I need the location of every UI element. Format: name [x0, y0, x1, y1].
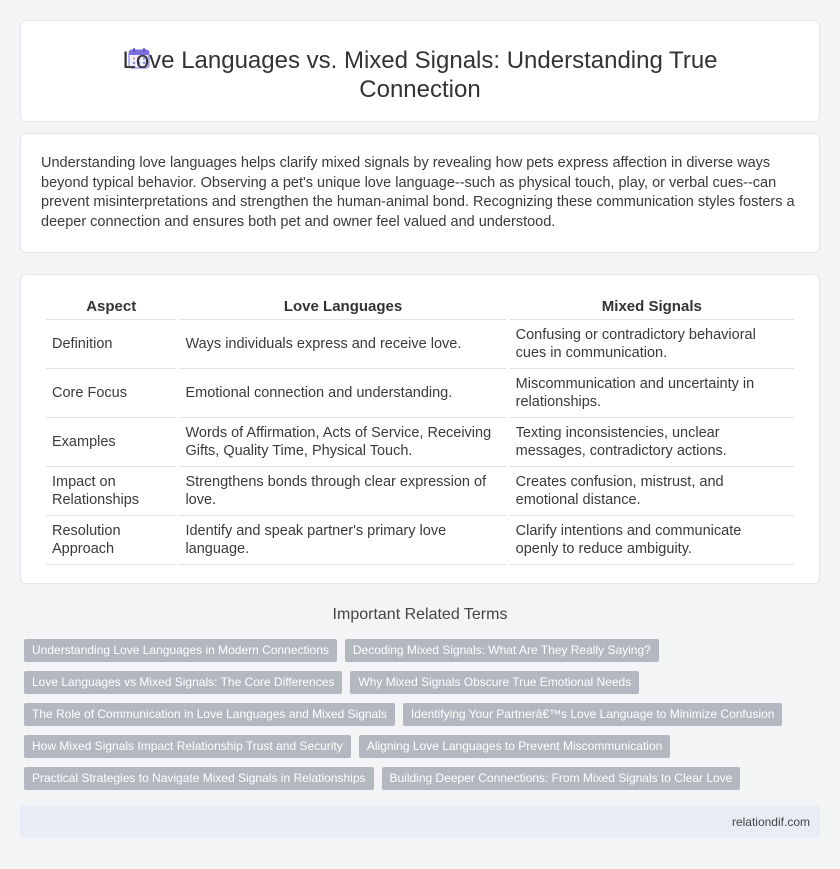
comparison-table: [43, 295, 797, 565]
footer-site-link[interactable]: relationdif.com: [731, 815, 810, 829]
related-term-tag[interactable]: Love Languages vs Mixed Signals: The Core Differences: [24, 671, 342, 694]
header-card: [20, 20, 820, 122]
related-term-tag[interactable]: Decoding Mixed Signals: What Are They Really Saying?: [345, 639, 659, 662]
cell-aspect: Examples: [46, 418, 176, 467]
cell-love-languages: Emotional connection and understanding.: [179, 369, 506, 418]
intro-card: [20, 133, 820, 253]
cell-mixed-signals: Creates confusion, mistrust, and emotional distance.: [510, 467, 794, 516]
cell-aspect: Definition: [46, 320, 176, 369]
table-header-row: [46, 295, 794, 320]
table-row: [46, 467, 794, 516]
footer: [20, 806, 820, 838]
table-row: [46, 320, 794, 369]
related-term-tag[interactable]: Practical Strategies to Navigate Mixed Signals in Relationships: [24, 767, 374, 790]
table-row: [46, 369, 794, 418]
cell-love-languages: Strengthens bonds through clear expression of love.: [179, 467, 506, 516]
cell-love-languages: Words of Affirmation, Acts of Service, Receiving Gifts, Quality Time, Physical Touch.: [179, 418, 506, 467]
header-love-languages: Love Languages: [179, 295, 506, 320]
cell-love-languages: Ways individuals express and receive love.: [179, 320, 506, 369]
related-term-tag[interactable]: Building Deeper Connections: From Mixed Signals to Clear Love: [382, 767, 741, 790]
cell-love-languages: Identify and speak partner's primary love language.: [179, 516, 506, 565]
related-term-tag[interactable]: Identifying Your Partnerâ€™s Love Language to Minimize Confusion: [403, 703, 783, 726]
related-term-tag[interactable]: Why Mixed Signals Obscure True Emotional Needs: [350, 671, 639, 694]
comparison-card: [20, 274, 820, 584]
related-term-tag[interactable]: The Role of Communication in Love Languages and Mixed Signals: [24, 703, 395, 726]
related-term-tag[interactable]: How Mixed Signals Impact Relationship Trust and Security: [24, 735, 351, 758]
related-term-tag[interactable]: Aligning Love Languages to Prevent Miscommunication: [359, 735, 671, 758]
related-terms-title: Important Related Terms: [332, 606, 508, 623]
page-title: Love Languages vs. Mixed Signals: Understanding True Connection: [122, 47, 718, 103]
table-row: [46, 516, 794, 565]
cell-aspect: Impact on Relationships: [46, 467, 176, 516]
intro-text: Understanding love languages helps clarify mixed signals by revealing how pets express affection in diverse ways beyond typical behavior. Observing a pet's unique love language--such as physical touch, play, or verbal cues--can prevent misinterpretations and strengthen the human-animal bond. Recognizing these communication styles fosters a deeper connection and ensures both pet and owner feel valued and understood.: [41, 155, 795, 230]
header-mixed-signals: Mixed Signals: [510, 295, 794, 320]
related-terms-list: [24, 639, 824, 799]
cell-mixed-signals: Texting inconsistencies, unclear messages, contradictory actions.: [510, 418, 794, 467]
header-aspect: Aspect: [46, 295, 176, 320]
cell-mixed-signals: Miscommunication and uncertainty in relationships.: [510, 369, 794, 418]
cell-aspect: Core Focus: [46, 369, 176, 418]
table-row: [46, 418, 794, 467]
cell-mixed-signals: Clarify intentions and communicate openly to reduce ambiguity.: [510, 516, 794, 565]
related-term-tag[interactable]: Understanding Love Languages in Modern Connections: [24, 639, 337, 662]
cell-mixed-signals: Confusing or contradictory behavioral cues in communication.: [510, 320, 794, 369]
cell-aspect: Resolution Approach: [46, 516, 176, 565]
